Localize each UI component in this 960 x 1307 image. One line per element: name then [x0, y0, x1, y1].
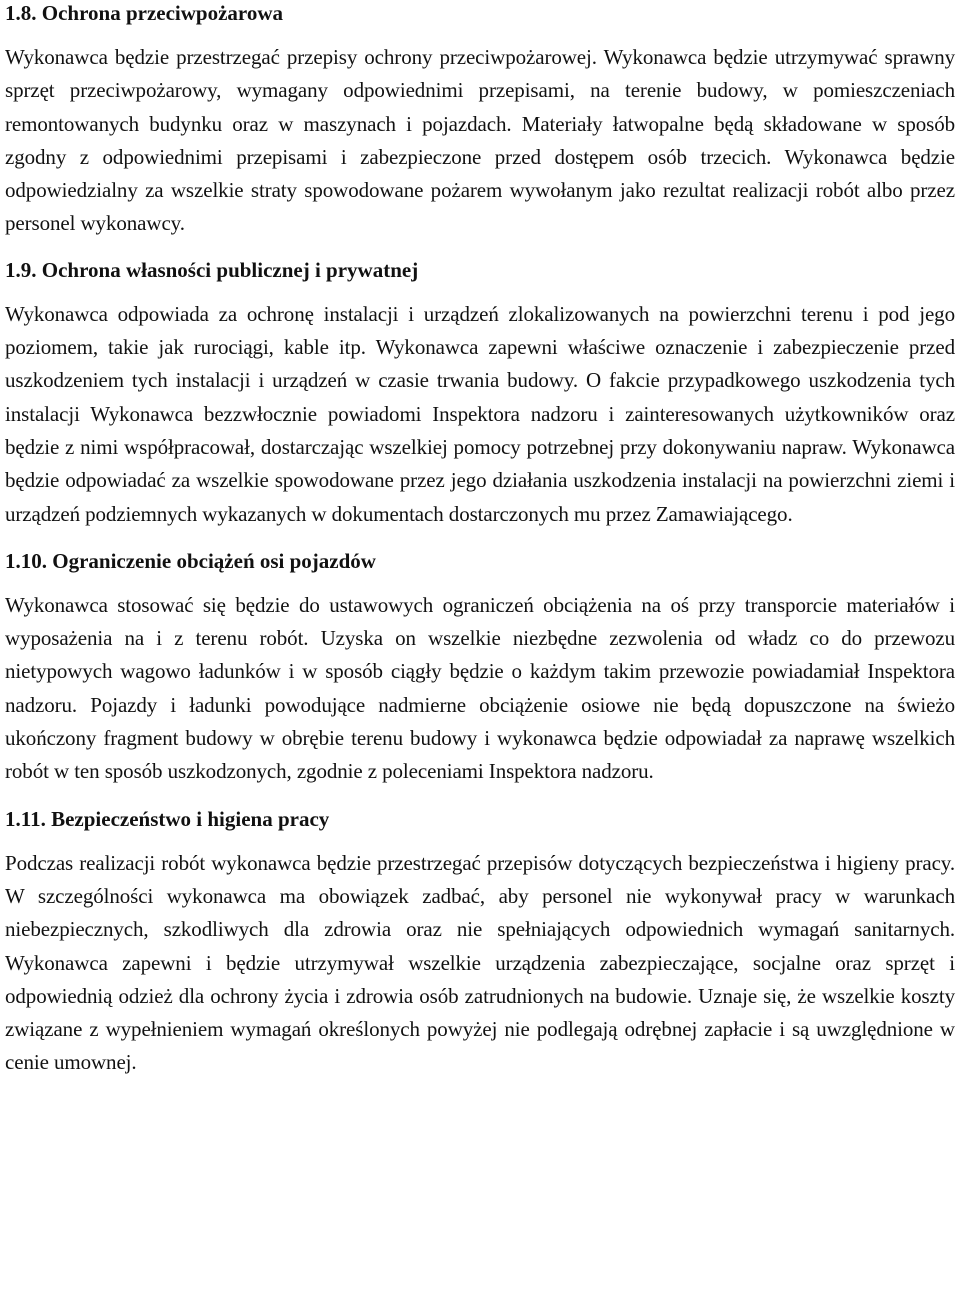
section-text-health-and-safety: Podczas realizacji robót wykonawca będzie przestrzegać przepisów dotyczących bezpieczeństwa i higieny pracy. W szczególności wykonawca ma obowiązek zadbać, aby personel nie wykonywał pracy w warunkach niebezpiecznych, szkodliwych dla zdrowia oraz nie spełniających odpowiednich wymagań sanitarnych. Wykonawca zapewni i będzie utrzymywał wszelkie urządzenia zabezpieczające, socjalne oraz sprzęt i odpowiednią odzież dla ochrony życia i zdrowia osób zatrudnionych na budowie. Uznaje się, że wszelkie koszty związane z wypełnieniem wymagań określonych powyżej nie podlegają odrębnej zapłacie i są uwzględnione w cenie umownej. — [5, 850, 955, 1075]
section-text-axle-load-limits: Wykonawca stosować się będzie do ustawowych ograniczeń obciążenia na oś przy transporcie materiałów i wyposażenia na i z terenu robót. Uzyska on wszelkie niezbędne zezwolenia od władz co do przewozu nietypowych wagowo ładunków i w sposób ciągły będzie o każdym takim przewozie powiadamiał Inspektora nadzoru. Pojazdy i ładunki powodujące nadmierne obciążenie osiowe nie będą dopuszczone na świeżo ukończony fragment budowy w obrębie terenu budowy i wykonawca będzie odpowiadał za naprawę wszelkich robót w ten sposób uszkodzonych, zgodnie z poleceniami Inspektora nadzoru. — [5, 592, 955, 784]
section-heading-fire-protection: 1.8. Ochrona przeciwpożarowa — [5, 1, 284, 25]
section-heading-axle-load-limits: 1.10. Ograniczenie obciążeń osi pojazdów — [5, 548, 376, 573]
section-heading-health-and-safety: 1.11. Bezpieczeństwo i higiena pracy — [5, 806, 330, 831]
document-page — [5, 0, 955, 1080]
section-heading-property-protection: 1.9. Ochrona własności publicznej i prywatnej — [5, 257, 419, 282]
section-text-property-protection: Wykonawca odpowiada za ochronę instalacji i urządzeń zlokalizowanych na powierzchni terenu i pod jego poziomem, takie jak rurociągi, kable itp. Wykonawca zapewni właściwe oznaczenie i zabezpieczenie przed uszkodzeniem tych instalacji i urządzeń w czasie trwania budowy. O fakcie przypadkowego uszkodzenia tych instalacji Wykonawca bezzwłocznie powiadomi Inspektora nadzoru i zainteresowanych użytkowników oraz będzie z nimi współpracował, dostarczając wszelkiej pomocy potrzebnej przy dokonywaniu napraw. Wykonawca będzie odpowiadać za wszelkie spowodowane przez jego działania uszkodzenia instalacji na powierzchni ziemi i urządzeń podziemnych wykazanych w dokumentach dostarczonych mu przez Zamawiającego. — [5, 301, 955, 526]
section-text-fire-protection: Wykonawca będzie przestrzegać przepisy ochrony przeciwpożarowej. Wykonawca będzie utrzymywać sprawny sprzęt przeciwpożarowy, wymagany odpowiednimi przepisami, na terenie budowy, w pomieszczeniach remontowanych budynku oraz w maszynach i pojazdach. Materiały łatwopalne będą składowane w sposób zgodny z odpowiednimi przepisami i zabezpieczone przed dostępem osób trzecich. Wykonawca będzie odpowiedzialny za wszelkie straty spowodowane pożarem wywołanym jako rezultat realizacji robót albo przez personel wykonawcy. — [5, 45, 955, 236]
